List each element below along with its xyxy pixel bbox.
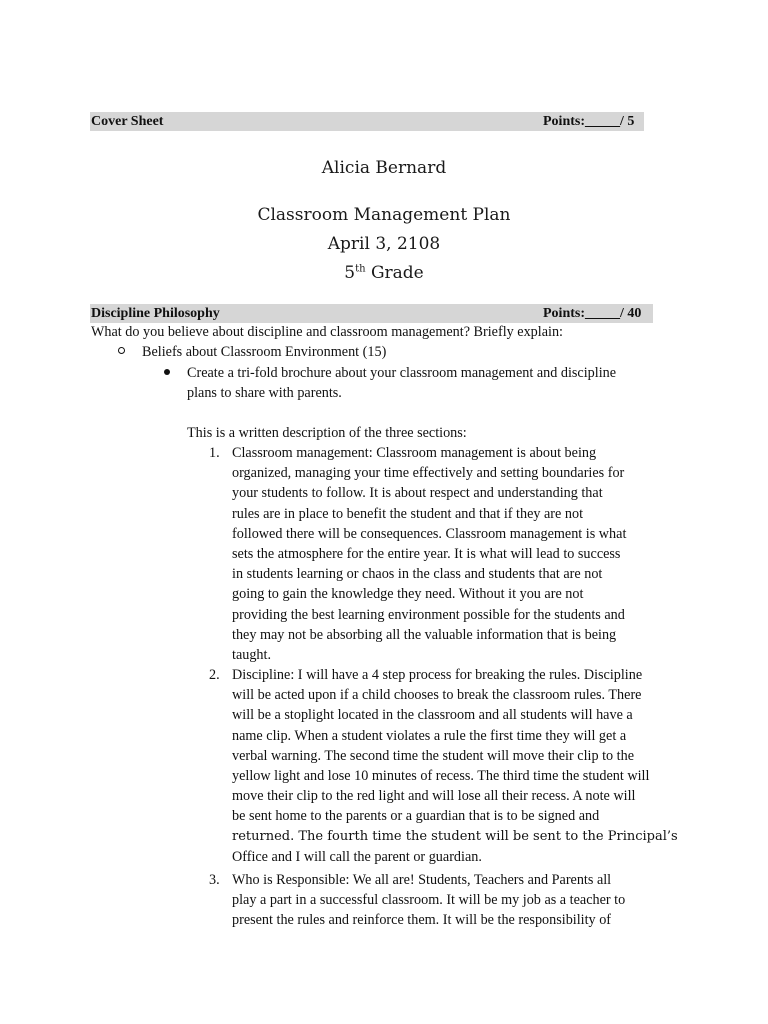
list-item-text (232, 870, 682, 931)
student-name: Alicia Bernard (321, 158, 447, 178)
plan-title: Classroom Management Plan (257, 205, 511, 225)
paragraph-line: returned. The fourth time the student will be sent to the Principal’s (232, 828, 678, 844)
discipline-question: What do you believe about discipline and classroom management? Briefly explain: (91, 324, 563, 340)
paragraph-line: they may not be absorbing all the valuable information that is being (232, 626, 617, 643)
points-total: / 5 (620, 114, 635, 129)
paragraph-line: Who is Responsible: We all are! Students, Teachers and Parents all (232, 872, 612, 888)
list-item-number: 2. (209, 667, 220, 683)
paragraph-line: in students learning or chaos in the class and students that are not (232, 566, 603, 583)
paragraph-line: Office and I will call the parent or guardian. (232, 848, 482, 865)
points-total: / 40 (620, 306, 642, 321)
paragraph-line: present the rules and reinforce them. It will be the responsibility of (232, 912, 612, 929)
grade-word: Grade (370, 263, 424, 283)
paragraph-line: sets the atmosphere for the entire year. It is what will lead to success (232, 546, 621, 563)
paragraph-line: Discipline: I will have a 4 step process for breaking the rules. Discipline (232, 667, 643, 683)
grade-level (0, 263, 768, 283)
list-item-number: 3. (209, 872, 220, 888)
paragraph-line: rules are in place to benefit the student and that if they are not (232, 505, 584, 522)
discipline-philosophy-title: Discipline Philosophy (91, 306, 220, 321)
paragraph-line: going to gain the knowledge they need. Without it you are not (232, 586, 584, 603)
paragraph-line: Classroom management: Classroom management is about being (232, 445, 597, 461)
paragraph-line: will be acted upon if a child chooses to break the classroom rules. There (232, 687, 642, 704)
list-item-text (232, 443, 682, 665)
paragraph-line: yellow light and lose 10 minutes of recess. The third time the student will (232, 768, 650, 785)
paragraph-line: name clip. When a student violates a rule the first time they will get a (232, 727, 627, 744)
plan-date: April 3, 2108 (327, 234, 441, 254)
paragraph-line: followed there will be consequences. Classroom management is what (232, 525, 627, 542)
grade-suffix: th (355, 263, 366, 275)
paragraph-line: will be a stoplight located in the classroom and all students will have a (232, 707, 633, 724)
paragraph-line: be sent home to the parents or a guardian that is to be signed and (232, 808, 600, 825)
discipline-philosophy-points (543, 304, 641, 323)
cover-sheet-title: Cover Sheet (91, 114, 164, 129)
belief-item: Beliefs about Classroom Environment (15) (142, 344, 387, 360)
paragraph-line: organized, managing your time effectively and setting boundaries for (232, 465, 625, 482)
list-item-number: 1. (209, 445, 220, 461)
cover-sheet-header (90, 112, 644, 131)
points-label: Points: (543, 114, 585, 129)
circle-bullet-icon (118, 347, 125, 354)
paragraph-line: providing the best learning environment possible for the students and (232, 606, 625, 623)
list-item-text (232, 665, 682, 867)
paragraph-line: verbal warning. The second time the student will move their clip to the (232, 747, 635, 764)
sections-intro: This is a written description of the three sections: (187, 425, 467, 441)
discipline-philosophy-header (90, 304, 653, 323)
paragraph-line: play a part in a successful classroom. It will be my job as a teacher to (232, 892, 626, 909)
cover-sheet-points (543, 112, 634, 131)
points-label: Points: (543, 306, 585, 321)
task-line-1: Create a tri-fold brochure about your classroom management and discipline (187, 365, 617, 381)
paragraph-line: taught. (232, 647, 272, 664)
filled-bullet-icon (164, 369, 170, 375)
task-line-2: plans to share with parents. (187, 385, 342, 401)
points-blank: _____ (585, 114, 620, 129)
grade-number: 5 (344, 263, 356, 283)
points-blank: _____ (585, 306, 620, 321)
paragraph-line: move their clip to the red light and will lose all their recess. A note will (232, 788, 636, 805)
paragraph-line: your students to follow. It is about respect and understanding that (232, 485, 603, 502)
